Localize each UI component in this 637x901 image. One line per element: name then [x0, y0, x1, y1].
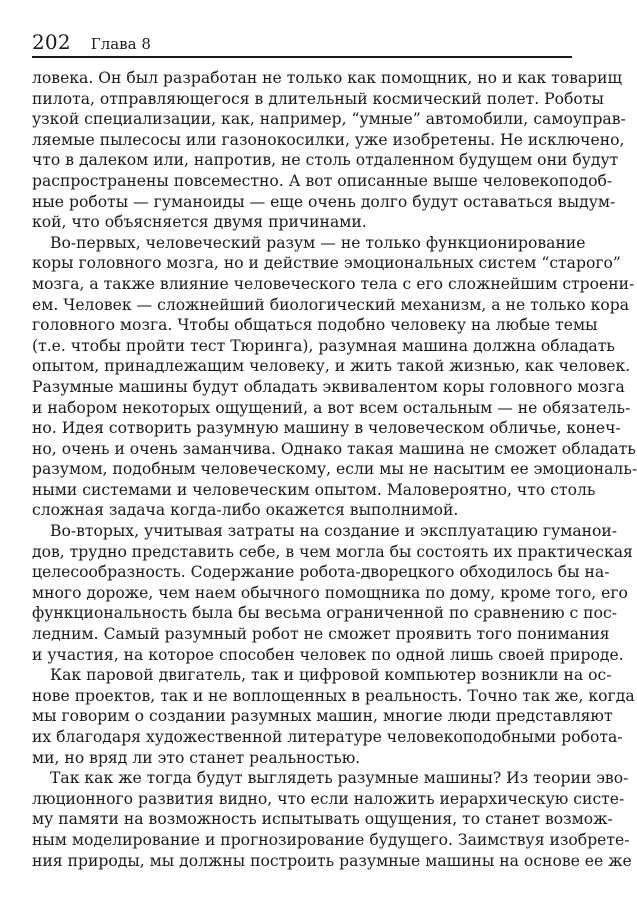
text-line: ловека. Он был разработан не только как помощник, но и как товарищ [32, 69, 623, 87]
chapter-title: Глава 8 [90, 35, 151, 53]
text-line: ми, но вряд ли это станет реальностью. [32, 748, 361, 767]
text-line: ляемые пылесосы или газонокосилки, уже изобретены. Не исключено, [32, 130, 625, 149]
text-line: коры головного мозга, но и действие эмоциональных систем “старого” [32, 254, 621, 273]
paragraph [32, 521, 633, 665]
text-line: сложная задача когда-либо окажется выполнимой. [32, 501, 459, 520]
text-line: и набором некоторых ощущений, а вот всем остальным — не обязатель- [32, 398, 631, 417]
text-line: кой, что объясняется двумя причинами. [32, 213, 367, 232]
text-line: мозга, а также влияние человеческого тела с его сложнейшим строени- [32, 274, 635, 293]
text-line: их благодаря художественной литературе человекоподобными робота- [32, 728, 623, 746]
text-line: ем. Человек — сложнейший биологический механизм, а не только кора [32, 295, 630, 314]
text-line: му памяти на возможность испытывать ощущения, то станет возмож- [32, 810, 613, 829]
text-line: ным моделирование и прогнозирование будущего. Заимствуя изобрете- [32, 830, 630, 849]
text-line: Как паровой двигатель, так и цифровой компьютер возникли на ос- [50, 666, 612, 685]
text-line: но, очень и очень заманчива. Однако такая машина не сможет обладать [32, 439, 636, 458]
text-line: ными системами и человеческим опытом. Маловероятно, что столь [32, 480, 596, 499]
text-line: пилота, отправляющегося в длительный космический полет. Роботы [32, 89, 604, 108]
text-line: нове проектов, так и не воплощенных в реальность. Точно так же, когда [32, 686, 635, 705]
text-line: узкой специализации, как, например, “умные” автомобили, самоупрaв- [32, 110, 626, 129]
text-line: дов, трудно представить себе, в чем могла бы состоять их практическая [32, 542, 633, 561]
text-line: целесообразность. Содержание робота-дворецкого обходилось бы на- [32, 563, 610, 582]
text-line: ледним. Самый разумный робот не сможет проявить того понимания [32, 625, 610, 644]
header-rule [32, 56, 572, 58]
text-line: головного мозга. Чтобы общаться подобно человеку на любые темы [32, 316, 598, 335]
text-line: но. Идея сотворить разумную машину в человеческом обличье, конеч- [32, 419, 621, 438]
text-line: и участия, на которое способен человек по одной лишь своей природе. [32, 645, 624, 664]
text-line: опытом, принадлежащим человеку, и жить такой жизнью, как человек. [32, 357, 631, 376]
text-line: распространены повсеместно. А вот описанные выше человекоподоб- [32, 171, 613, 190]
paragraph [32, 68, 626, 233]
text-line: ные роботы — гуманоиды — еще очень долго будут оставаться выдум- [32, 192, 616, 211]
text-line: мы говорим о создании разумных машин, многие люди представляют [32, 707, 613, 726]
text-line: функциональность была бы весьма ограниченной по сравнению с пос- [32, 604, 617, 623]
text-line: что в далеком или, напротив, не столь отдаленном будущем они будут [32, 151, 619, 170]
text-line: Так как же тогда будут выглядеть разумные машины? Из теории эво- [50, 769, 629, 788]
paragraph [32, 665, 635, 768]
text-line: люционного развития видно, что если наложить иерархическую систе- [32, 789, 625, 808]
page-number: 202 [32, 30, 71, 54]
paragraph [32, 233, 637, 521]
text-line: Разумные машины будут обладать эквивалентом коры головного мозга [32, 377, 625, 396]
text-line: (т.е. чтобы пройти тест Тюринга), разумная машина должна обладать [32, 336, 615, 355]
text-line: Во-вторых, учитывая затраты на создание и эксплуатацию гуманои- [50, 522, 618, 541]
body-text [32, 68, 637, 871]
text-line: ния природы, мы должны построить разумные машины на основе ее же [32, 851, 632, 870]
text-line: разумом, подобным человеческому, если мы не насытим ее эмоциональ- [32, 460, 637, 479]
text-line: много дороже, чем наем обычного помощника по дому, кроме того, его [32, 583, 628, 602]
running-header [32, 30, 570, 58]
text-line: Во-первых, человеческий разум — не только функционирование [50, 233, 586, 252]
paragraph [32, 768, 632, 871]
